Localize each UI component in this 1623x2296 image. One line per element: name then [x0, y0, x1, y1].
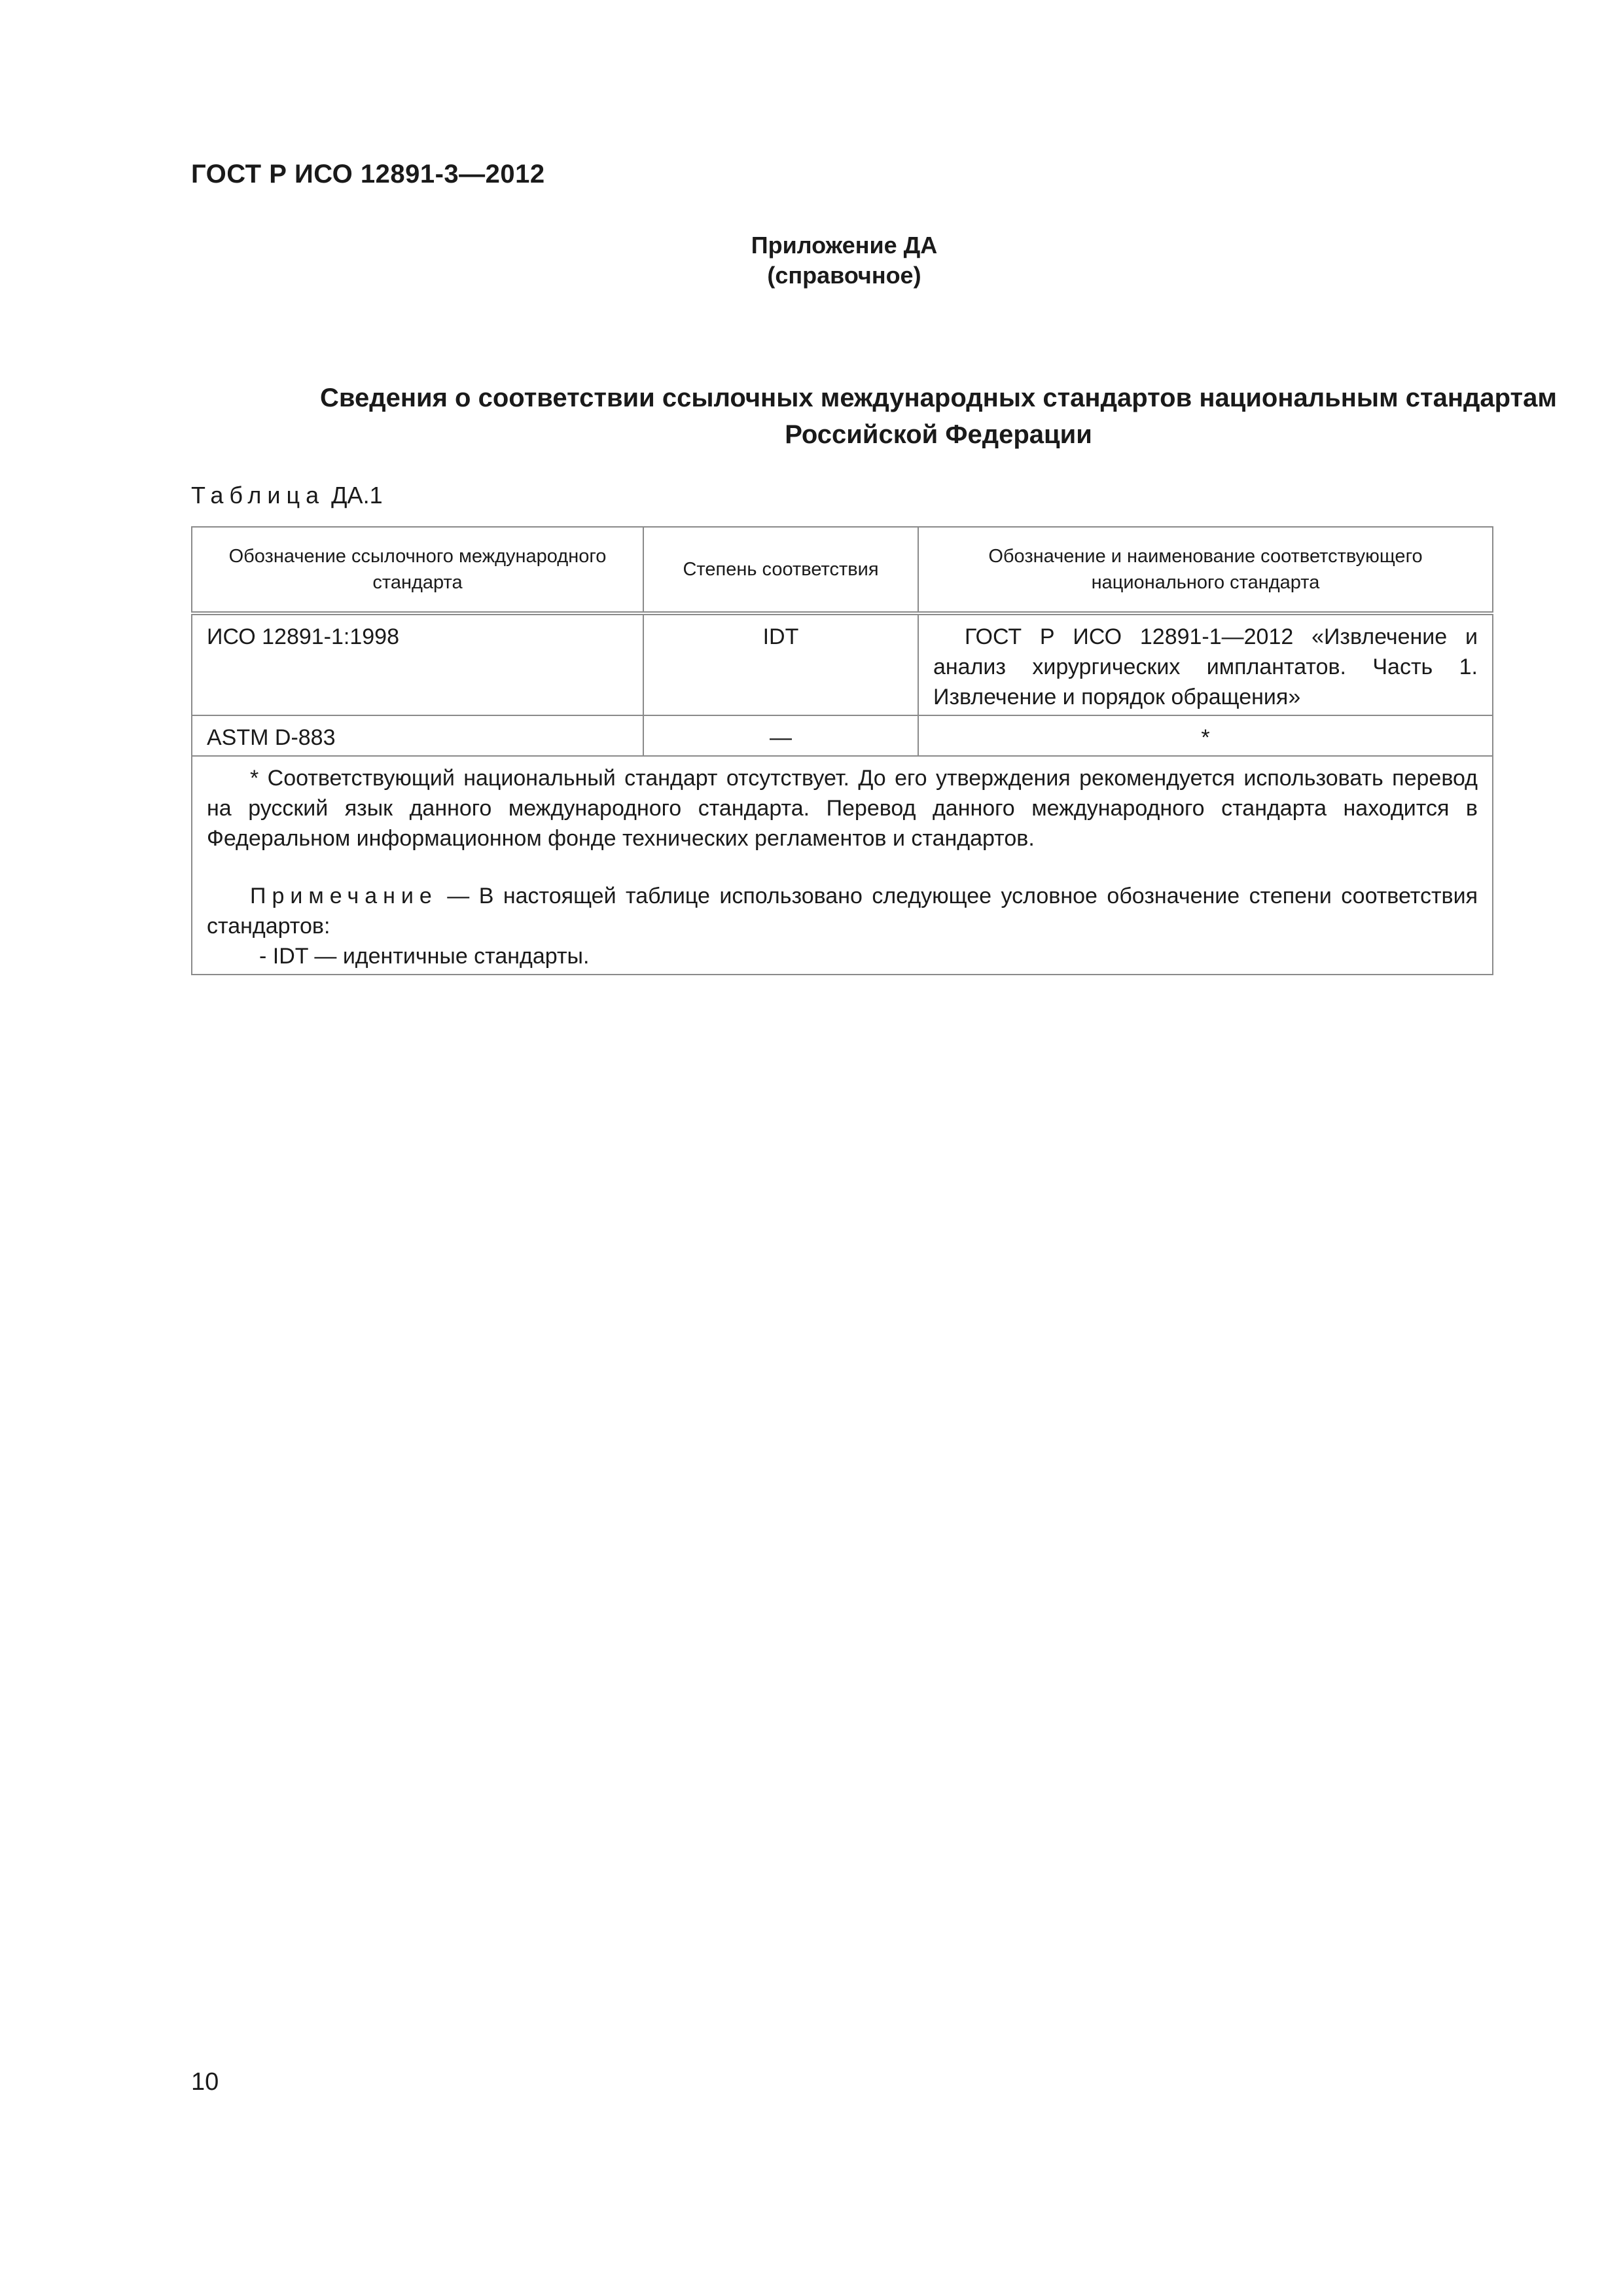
document-code: ГОСТ Р ИСО 12891-3—2012: [191, 160, 545, 188]
table-row: [192, 613, 1493, 715]
note-text: — В настоящей таблице использовано следующее условное обозначение степени соответствия стандартов:: [207, 884, 1478, 939]
cell-reference: ASTM D-883: [192, 715, 643, 756]
table-header-row: [192, 527, 1493, 613]
table-footnote: * Соответствующий национальный стандарт отсутствует. До его утверждения рекомендуется использовать перевод на русский язык данного международного стандарта. Перевод данного международного стандарта находится в Федеральном информационном фонде технических регламентов и стандартов.: [207, 766, 1478, 851]
note-label: Примечание: [250, 884, 438, 908]
column-header-national: Обозначение и наименование соответствующего национального стандарта: [918, 527, 1493, 613]
reference-standards-table: [191, 526, 1493, 975]
annex-type: (справочное): [767, 262, 921, 289]
table-caption-number: ДА.1: [331, 482, 383, 509]
heading-line-2: Российской Федерации: [785, 420, 1092, 449]
cell-national: ГОСТ Р ИСО 12891-1—2012 «Извлечение и анализ хирургических имплантатов. Часть 1. Извлечение и порядок обращения»: [918, 613, 1493, 715]
column-header-degree: Степень соответствия: [643, 527, 918, 613]
cell-degree: IDT: [643, 613, 918, 715]
table-caption-word: Таблица: [191, 482, 325, 509]
column-header-reference: Обозначение ссылочного международного стандарта: [192, 527, 643, 613]
table-note: [207, 881, 1478, 941]
table-row: [192, 715, 1493, 756]
annex-title: Приложение ДА: [751, 232, 938, 259]
annex-label: [0, 230, 1623, 291]
page-number: 10: [191, 2068, 219, 2096]
heading-line-1: Сведения о соответствии ссылочных международных стандартов национальным стандартам: [320, 384, 1557, 412]
table-caption: [191, 482, 383, 509]
note-item: - IDT — идентичные стандарты.: [259, 944, 590, 969]
cell-national: *: [918, 715, 1493, 756]
table-footer-cell: [192, 756, 1493, 975]
cell-reference: ИСО 12891-1:1998: [192, 613, 643, 715]
table-footer-row: [192, 756, 1493, 975]
section-heading: [191, 380, 1623, 453]
cell-degree: —: [643, 715, 918, 756]
